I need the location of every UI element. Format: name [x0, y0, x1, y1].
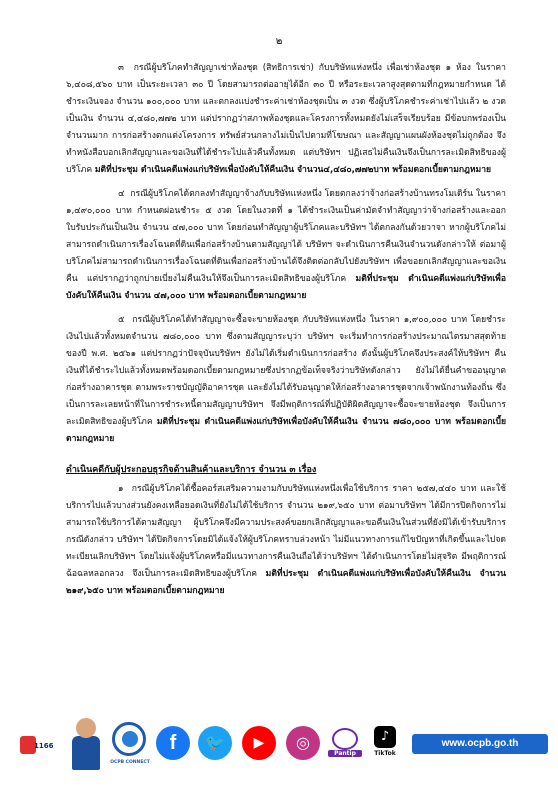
case-number: ๓: [118, 63, 124, 73]
case-number: ๕: [118, 315, 125, 325]
mascot-body: [72, 736, 100, 770]
footer-banner: [20, 716, 550, 776]
mascot-head: [76, 718, 96, 738]
ocpb-connect-logo[interactable]: [108, 722, 152, 766]
youtube-icon[interactable]: ▶: [242, 726, 276, 760]
case-text: กรณีผู้บริโภคได้ซื้อคอร์สเสริมความงามกับบริษัทแห่งหนึ่งเพื่อใช้บริการ ราคา ๒๕๗,๔๔๐ บาท และใช้บริการไปแล้วบางส่วนยังคงเหลือยอดเงินที่ยังไม่ได้ใช้บริการ จำนวน ๒๑๙,๖๕๐ บาท ต่อมาบริษัทฯ ได้มีการปิดกิจการไม่สามารถใช้บริการได้ตามสัญญา ผู้บริโภคจึงมีความประสงค์ขอยกเลิกสัญญาและขอคืนเงินในส่วนที่ยังมิได้เข้ารับบริการกรณีดังกล่าว บริษัทฯ ได้ปิดกิจการโดยมิได้แจ้งให้ผู้บริโภคทราบล่วงหน้า ไม่มีแนวทางการแก้ไขปัญหาที่เกิดขึ้นและไปจดทะเบียนเลิกบริษัทฯ โดยไม่แจ้งผู้บริโภคหรือมีแนวทางการคืนเงินถือได้ว่าบริษัทฯ ได้ดำเนินการโดยไม่สุจริต มีพฤติการณ์ฉ้อฉลหลอกลวง จึงเป็นการละเมิดสิทธิของผู้บริโภค: [66, 484, 506, 579]
hotline[interactable]: [20, 736, 66, 756]
case-text: กรณีผู้บริโภคได้ทำสัญญาจะซื้อจะขายห้องชุด กับบริษัทแห่งหนึ่ง ในราคา ๑,๙๐๐,๐๐๐ บาท โดยชำระเงินไปแล้วทั้งหมดจำนวน ๗๘๐,๐๐๐ บาท ซึ่งตามสัญญาระบุว่า บริษัทฯ จะเริ่มทำการก่อสร้างประมาณไตรมาสสุดท้ายของปี พ.ศ. ๒๕๖๑ แต่ปรากฏว่าปัจจุบันบริษัทฯ ยังไม่ได้เริ่มดำเนินการก่อสร้าง ดังนั้นผู้บริโภคจึงประสงค์ให้บริษัทฯ คืนเงินที่ได้ชำระไปแล้วทั้งหมดพร้อมดอกเบี้ยตามกฎหมายซึ่งปรากฏข้อเท็จจริงว่าบริษัทดังกล่าว ยังไม่ได้ยื่นคำขออนุญาตก่อสร้างอาคารชุด ตามพระราชบัญญัติอาคารชุด และยังไม่ได้รับอนุญาตให้ก่อสร้างอาคารชุดจากเจ้าพนักงานท้องถิ่น ซึ่งเป็นการละเลยหน้าที่ในการชำระหนี้ตามสัญญาบริษัทฯ จึงมีพฤติการณ์ที่ปฏิบัติผิดสัญญาจะซื้อจะขายห้องชุด จึงเป็นการละเมิดสิทธิของผู้บริโภค: [66, 315, 507, 427]
case-text: กรณีผู้บริโภคได้ตกลงทำสัญญาจ้างกับบริษัทแห่งหนึ่ง โดยตกลงว่าจ้างก่อสร้างบ้านทรงโมเดิร์น ในราคา ๑,๔๙๐,๐๐๐ บาท กำหนดผ่อนชำระ ๕ งวด โดยในงวดที่ ๑ ได้ชำระเงินเป็นค่ามัดจำทำสัญญาว่าจ้างก่อสร้างและออกใบรับประกันเป็นเงิน จำนวน ๔๗,๐๐๐ บาท โดยก่อนทำสัญญาผู้บริโภคและบริษัทฯ ได้ตกลงกันด้วยวาจา หากผู้บริโภคไม่สามารถดำเนินการเรื่องโฉนดที่ดินเพื่อก่อสร้างบ้านตามสัญญาได้ บริษัทฯ จะดำเนินการคืนเงินจำนวนดังกล่าวให้ ต่อมาผู้บริโภคไม่สามารถดำเนินการเรื่องโฉนดที่ดินเพื่อก่อสร้างบ้านได้จึงติดต่อกลับไปยังบริษัทฯ เพื่อขอยกเลิกสัญญาและขอเงินคืน แต่ปรากฏว่าถูกบ่ายเบี่ยงไม่คืนเงินให้จึงเป็นการละเมิดสิทธิของผู้บริโภค: [66, 189, 506, 284]
case-resolution: มติที่ประชุม ดำเนินคดีแพ่งแก่บริษัทเพื่อบังคับให้คืนเงิน จำนวน ๒๑๙,๖๕๐ บาท พร้อมดอกเบี้ยตามกฎหมาย: [66, 569, 507, 596]
section-heading: ดำเนินคดีกับผู้ประกอบธุรกิจด้านสินค้าและบริการ จำนวน ๓ เรื่อง: [66, 465, 317, 475]
case-resolution: มติที่ประชุม ดำเนินคดีแพ่งแก่บริษัทเพื่อบังคับให้คืนเงิน จำนวน ๔๗,๐๐๐ บาท พร้อมดอกเบี้ยตามกฎหมาย: [66, 274, 506, 301]
tiktok-label: TikTok: [374, 750, 396, 757]
pantip-label: Pantip: [328, 750, 362, 757]
tiktok-logo[interactable]: [370, 726, 400, 760]
case-number: ๔: [118, 189, 125, 199]
website-link[interactable]: www.ocpb.go.th: [412, 734, 548, 754]
paragraph-case-3: [66, 60, 506, 179]
mascot-image: [68, 718, 104, 772]
case-resolution: มติที่ประชุม ดำเนินคดีแพ่งแก่บริษัทเพื่อบังคับให้คืนเงิน จำนวน๔,๔๘๐,๗๗๒บาท พร้อมดอกเบี้ยตามกฎหมาย: [94, 165, 492, 175]
case-number: ๑: [118, 484, 124, 494]
hotline-number: 1166: [34, 742, 54, 750]
instagram-icon[interactable]: ◎: [286, 726, 320, 760]
page-number: ๒: [275, 36, 283, 47]
pantip-icon: [332, 728, 358, 750]
document-body: [66, 60, 506, 607]
paragraph-service-case-1: [66, 481, 506, 600]
case-resolution: มติที่ประชุม ดำเนินคดีแพ่งแก่บริษัทเพื่อบังคับให้คืนเงิน จำนวน ๗๘๐,๐๐๐ บาท พร้อมดอกเบี้ยตามกฎหมาย: [66, 417, 506, 444]
case-text: กรณีผู้บริโภคทำสัญญาเช่าห้องชุด (สิทธิการเช่า) กับบริษัทแห่งหนึ่ง เพื่อเช่าห้องชุด ๑ ห้อง ในราคา ๖,๔๐๘,๕๖๐ บาท เป็นระยะเวลา ๓๐ ปี โดยสามารถต่ออายุได้อีก ๓๐ ปี หรือระยะเวลาสูงสุดตามที่กฎหมายกำหนด ได้ชำระเงินจอง จำนวน ๑๐๐,๐๐๐ บาท และตกลงแบ่งชำระค่าเช่าห้องชุดเป็น ๓ งวด ซึ่งผู้บริโภคชำระค่าเช่าไปแล้ว ๒ งวด เป็นเงิน จำนวน ๔,๔๘๐,๗๗๒ บาท แต่ปรากฏว่าสภาพห้องชุดและโครงการทั้งหมดยังไม่เสร็จเรียบร้อย มีข้อบกพร่องเป็นจำนวนมาก การก่อสร้างตกแต่งโครงการ ทรัพย์ส่วนกลางไม่เป็นไปตามที่โฆษณา และสัญญาแผนผังห้องชุดไม่ถูกต้อง จึงทำหนังสือบอกเลิกสัญญาและขอเงินที่ได้ชำระไปแล้วคืนทั้งหมด แต่บริษัทฯ ปฏิเสธไม่คืนเงินจึงเป็นการละเมิดสิทธิของผู้บริโภค: [66, 63, 506, 175]
paragraph-case-5: [66, 312, 506, 448]
twitter-icon[interactable]: 🐦: [198, 726, 232, 760]
ocpb-logo-core: [122, 731, 138, 747]
ocpb-connect-label: OCPB CONNECT: [110, 760, 150, 765]
tiktok-icon: ♪: [374, 726, 396, 748]
paragraph-case-4: [66, 186, 506, 305]
facebook-icon[interactable]: f: [156, 726, 190, 760]
pantip-logo[interactable]: [328, 728, 362, 762]
